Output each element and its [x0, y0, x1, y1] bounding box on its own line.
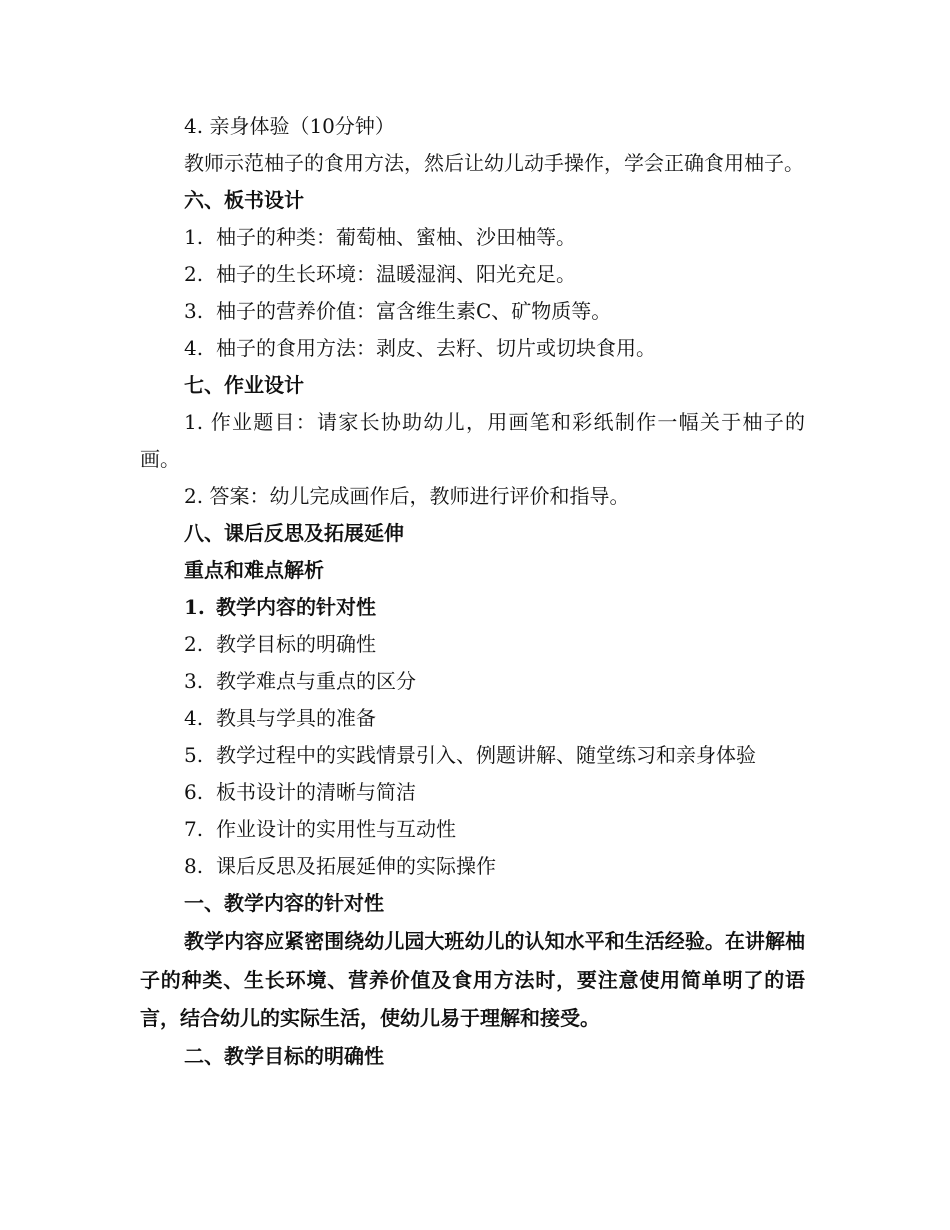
homework-item-1: 1. 作业题目：请家长协助幼儿，用画笔和彩纸制作一幅关于柚子的画。 [140, 410, 805, 471]
key-item-num: 7. [184, 817, 204, 841]
board-item-text: 柚子的食用方法：剥皮、去籽、切片或切块食用。 [216, 336, 656, 360]
key-item [140, 589, 805, 626]
key-item-text: 教学过程中的实践情景引入、例题讲解、随堂练习和亲身体验 [216, 743, 756, 767]
board-item-num: 4. [184, 336, 204, 360]
key-points-title: 重点和难点解析 [184, 558, 324, 582]
key-item-text: 教具与学具的准备 [216, 706, 376, 730]
board-item-num: 2. [184, 262, 204, 286]
board-item [140, 219, 805, 256]
homework-item-2: 2. 答案：幼儿完成画作后，教师进行评价和指导。 [184, 484, 630, 508]
key-item-num: 4. [184, 706, 204, 730]
key-item-text: 作业设计的实用性与互动性 [216, 817, 456, 841]
document-body [140, 108, 805, 1075]
key-item-num: 6. [184, 780, 204, 804]
key-item-text: 教学难点与重点的区分 [216, 669, 416, 693]
key-item-num: 3. [184, 669, 204, 693]
board-item-text: 柚子的种类：葡萄柚、蜜柚、沙田柚等。 [216, 225, 576, 249]
part1-title: 一、教学内容的针对性 [184, 891, 384, 915]
key-item-num: 5. [184, 743, 204, 767]
key-item-num: 1. [184, 595, 205, 619]
item4-paragraph: 教师示范柚子的食用方法，然后让幼儿动手操作，学会正确食用柚子。 [184, 151, 804, 175]
key-item [140, 774, 805, 811]
key-item-num: 2. [184, 632, 204, 656]
board-item [140, 293, 805, 330]
key-item [140, 737, 805, 774]
section6-title: 六、板书设计 [184, 188, 304, 212]
board-item-num: 3. [184, 299, 204, 323]
board-item-num: 1. [184, 225, 204, 249]
key-item [140, 663, 805, 700]
key-item-text: 板书设计的清晰与简洁 [216, 780, 416, 804]
key-item [140, 700, 805, 737]
board-item [140, 256, 805, 293]
board-item-text: 柚子的营养价值：富含维生素C、矿物质等。 [216, 299, 612, 323]
key-item-num: 8. [184, 854, 204, 878]
section8-title: 八、课后反思及拓展延伸 [184, 521, 404, 545]
key-item-text: 课后反思及拓展延伸的实际操作 [216, 854, 496, 878]
part1-paragraph: 教学内容应紧密围绕幼儿园大班幼儿的认知水平和生活经验。在讲解柚子的种类、生长环境、营养价值及食用方法时，要注意使用简单明了的语言，结合幼儿的实际生活，使幼儿易于理解和接受。 [140, 929, 805, 1030]
board-item [140, 330, 805, 367]
part2-title: 二、教学目标的明确性 [184, 1043, 384, 1068]
key-item [140, 626, 805, 663]
key-item-text: 教学内容的针对性 [216, 595, 376, 619]
section7-title: 七、作业设计 [184, 373, 304, 397]
board-item-text: 柚子的生长环境：温暖湿润、阳光充足。 [216, 262, 576, 286]
item4-heading: 4. 亲身体验（10分钟） [184, 114, 395, 138]
key-item-text: 教学目标的明确性 [216, 632, 376, 656]
key-item [140, 811, 805, 848]
key-item [140, 848, 805, 885]
